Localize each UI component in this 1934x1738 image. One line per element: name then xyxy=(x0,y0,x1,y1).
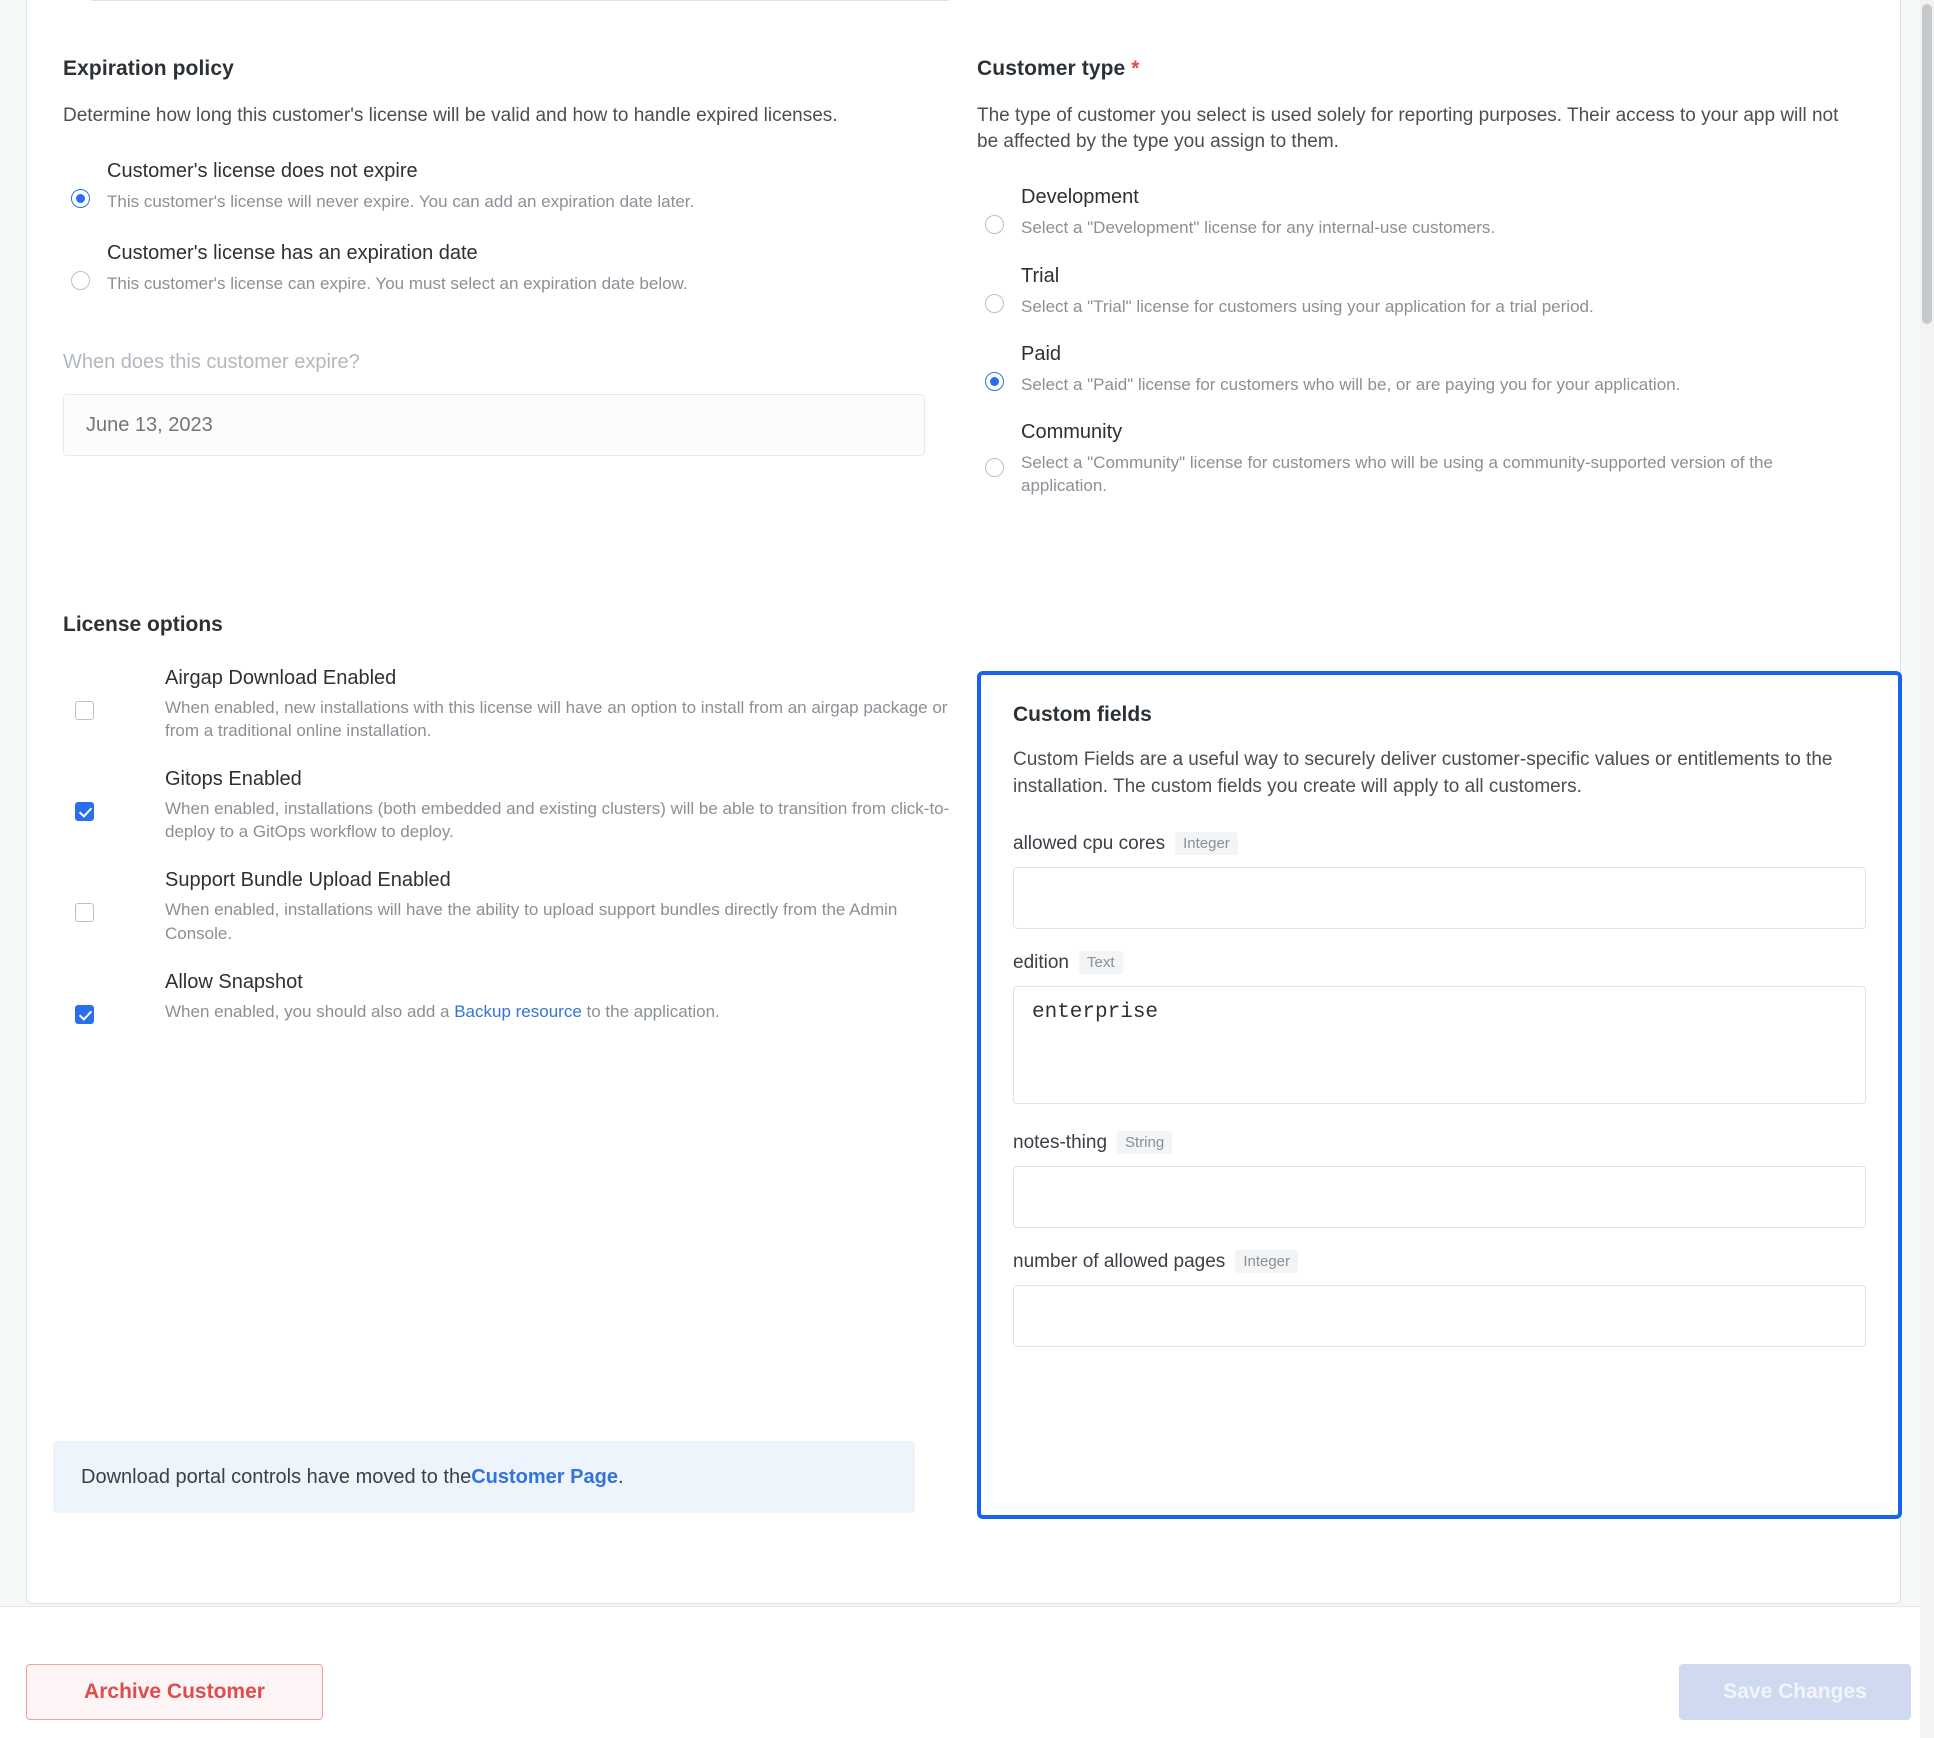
custom-fields-panel xyxy=(977,671,1902,1519)
expiration-date-question: When does this customer expire? xyxy=(63,351,360,374)
download-portal-notice-prefix: Download portal controls have moved to the xyxy=(81,1465,472,1488)
custom-field-allowed-cpu-cores-label: allowed cpu cores xyxy=(1013,832,1166,854)
license-options-title: License options xyxy=(63,613,223,636)
custom-field-allowed-cpu-cores-input[interactable] xyxy=(1013,867,1866,929)
radio-customer-type-paid-input[interactable] xyxy=(985,372,1004,391)
expiration-policy-section xyxy=(63,57,963,456)
radio-customer-type-community-input[interactable] xyxy=(985,458,1004,477)
custom-fields-title: Custom fields xyxy=(1013,703,1152,726)
custom-field-edition-label: edition xyxy=(1013,951,1069,973)
checkbox-allow-snapshot-label: Allow Snapshot xyxy=(165,970,303,993)
customer-type-description: The type of customer you select is used solely for reporting purposes. Their access to your app will not be affected by the type you assign to them. xyxy=(977,105,1839,153)
radio-customer-type-community-label: Community xyxy=(1021,420,1123,443)
checkbox-gitops-enabled-help: When enabled, installations (both embedded and existing clusters) will be able to transition from click-to-deploy to a GitOps workflow to deploy. xyxy=(165,799,950,842)
radio-license-has-expiration-date[interactable] xyxy=(63,241,963,295)
checkbox-airgap-download-enabled-label: Airgap Download Enabled xyxy=(165,667,397,689)
footer-bar xyxy=(0,1607,1934,1738)
custom-field-notes-thing-input[interactable] xyxy=(1013,1166,1866,1228)
radio-license-has-expiration-date-help: This customer's license can expire. You must select an expiration date below. xyxy=(107,274,688,294)
radio-license-has-expiration-date-input[interactable] xyxy=(71,271,90,290)
radio-customer-type-paid-help: Select a "Paid" license for customers who will be, or are paying you for your application. xyxy=(1021,374,1681,394)
checkbox-support-bundle-upload-enabled[interactable] xyxy=(63,869,963,944)
custom-field-allowed-cpu-cores-label-row xyxy=(1013,832,1866,855)
radio-license-does-not-expire-label: Customer's license does not expire xyxy=(107,160,418,183)
radio-customer-type-trial-input[interactable] xyxy=(985,294,1004,313)
download-portal-notice xyxy=(53,1441,915,1513)
custom-field-edition-label-row xyxy=(1013,951,1866,974)
customer-type-section xyxy=(977,57,1877,521)
expiration-policy-description: Determine how long this customer's license will be valid and how to handle expired licenses. xyxy=(63,105,838,126)
radio-customer-type-development-input[interactable] xyxy=(985,215,1004,234)
custom-field-edition xyxy=(1013,951,1866,1109)
checkbox-airgap-download-enabled-help: When enabled, new installations with this license will have an option to install from an airgap package or from a traditional online installation. xyxy=(165,698,948,741)
radio-license-does-not-expire[interactable] xyxy=(63,159,963,213)
radio-customer-type-trial-help: Select a "Trial" license for customers using your application for a trial period. xyxy=(1021,296,1594,316)
download-portal-notice-suffix: . xyxy=(617,1465,624,1488)
checkbox-gitops-enabled-label: Gitops Enabled xyxy=(165,768,302,791)
page-scrollbar[interactable] xyxy=(1920,0,1934,1738)
customer-page-link[interactable]: Customer Page xyxy=(471,1465,618,1488)
custom-field-edition-textarea[interactable] xyxy=(1013,986,1866,1104)
cut-off-input-above[interactable] xyxy=(89,0,951,1)
allow-snapshot-help-suffix: to the application. xyxy=(581,1001,720,1021)
checkbox-support-bundle-upload-enabled-label: Support Bundle Upload Enabled xyxy=(165,869,451,892)
checkbox-airgap-download-enabled[interactable] xyxy=(63,667,963,742)
custom-field-allowed-cpu-cores xyxy=(1013,832,1866,929)
radio-customer-type-community-help: Select a "Community" license for customers who will be using a community-supported version of the application. xyxy=(1021,452,1773,495)
customer-settings-card xyxy=(26,0,1901,1604)
custom-fields-description: Custom Fields are a useful way to securely deliver customer-specific values or entitlements to the installation. The custom fields you create will apply to all customers. xyxy=(1013,749,1833,797)
radio-license-has-expiration-date-label: Customer's license has an expiration date xyxy=(107,242,478,265)
checkbox-allow-snapshot[interactable] xyxy=(63,971,963,1023)
page-scrollbar-thumb[interactable] xyxy=(1922,4,1932,324)
archive-customer-button[interactable]: Archive Customer xyxy=(26,1664,323,1720)
checkbox-support-bundle-upload-enabled-help: When enabled, installations will have the ability to upload support bundles directly from the Admin Console. xyxy=(165,900,898,943)
checkbox-allow-snapshot-input[interactable] xyxy=(75,1005,94,1024)
required-marker: * xyxy=(1131,57,1140,80)
radio-customer-type-development[interactable] xyxy=(977,185,1877,239)
radio-license-does-not-expire-help: This customer's license will never expire. You can add an expiration date later. xyxy=(107,192,695,212)
license-options-section xyxy=(63,613,963,1049)
checkbox-gitops-enabled[interactable] xyxy=(63,768,963,843)
checkbox-support-bundle-upload-enabled-input[interactable] xyxy=(75,903,94,922)
customer-type-title xyxy=(977,57,1877,81)
radio-customer-type-trial[interactable] xyxy=(977,264,1877,318)
checkbox-airgap-download-enabled-input[interactable] xyxy=(75,701,94,720)
custom-field-number-of-allowed-pages xyxy=(1013,1250,1866,1347)
radio-license-does-not-expire-input[interactable] xyxy=(71,189,90,208)
radio-customer-type-development-label: Development xyxy=(1021,186,1139,209)
custom-field-notes-thing-label-row xyxy=(1013,1131,1866,1154)
expiration-policy-title: Expiration policy xyxy=(63,57,234,80)
radio-customer-type-community[interactable] xyxy=(977,420,1877,497)
radio-customer-type-development-help: Select a "Development" license for any internal-use customers. xyxy=(1021,218,1496,238)
custom-field-number-of-allowed-pages-label: number of allowed pages xyxy=(1013,1250,1226,1272)
customer-type-title-text: Customer type xyxy=(977,57,1126,80)
allow-snapshot-help-prefix: When enabled, you should also add a xyxy=(165,1001,455,1021)
custom-field-number-of-allowed-pages-type: Integer xyxy=(1235,1250,1298,1273)
custom-field-notes-thing-label: notes-thing xyxy=(1013,1131,1108,1153)
custom-field-edition-type: Text xyxy=(1079,951,1123,974)
custom-field-notes-thing-type: String xyxy=(1117,1131,1172,1154)
expiration-date-input[interactable] xyxy=(63,394,925,456)
custom-field-number-of-allowed-pages-input[interactable] xyxy=(1013,1285,1866,1347)
custom-field-number-of-allowed-pages-label-row xyxy=(1013,1250,1866,1273)
checkbox-allow-snapshot-help xyxy=(165,1000,963,1023)
radio-customer-type-paid-label: Paid xyxy=(1021,342,1062,365)
custom-field-notes-thing xyxy=(1013,1131,1866,1228)
save-changes-button[interactable]: Save Changes xyxy=(1679,1664,1911,1720)
checkbox-gitops-enabled-input[interactable] xyxy=(75,802,94,821)
radio-customer-type-trial-label: Trial xyxy=(1021,264,1060,287)
backup-resource-link[interactable]: Backup resource xyxy=(454,1001,582,1021)
radio-customer-type-paid[interactable] xyxy=(977,342,1877,396)
custom-field-allowed-cpu-cores-type: Integer xyxy=(1175,832,1238,855)
